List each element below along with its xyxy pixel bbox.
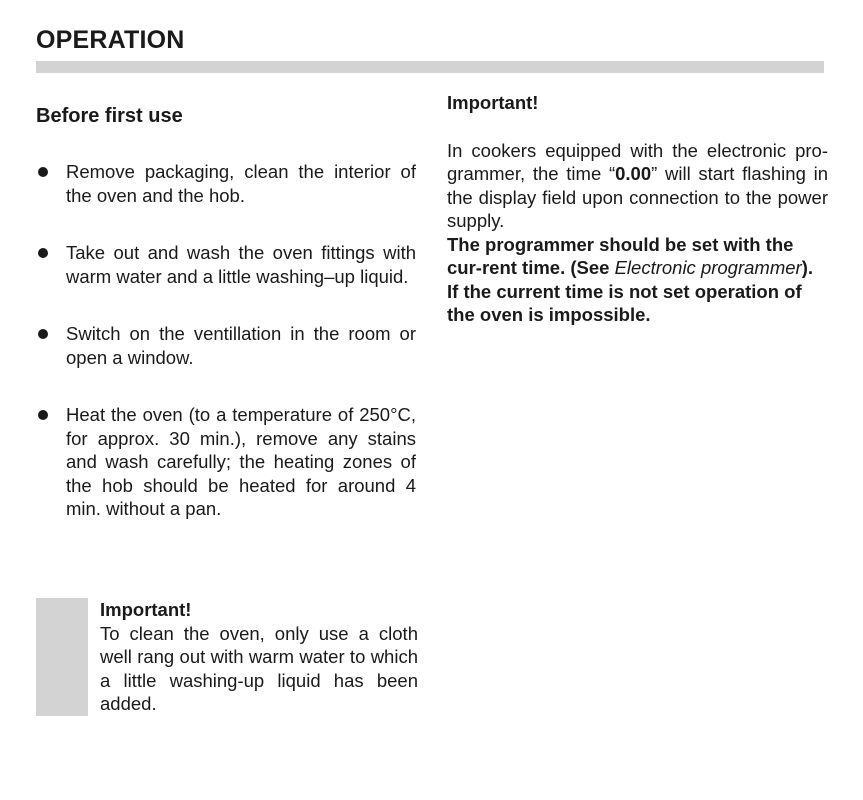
note-text: To clean the oven, only use a cloth well rang out with warm water to which a little washing-up liquid has been added. (100, 622, 418, 714)
warning-paragraph (447, 233, 828, 327)
list-item: Switch on the ventillation in the room or open a window. (36, 322, 416, 369)
right-heading: Important! (447, 92, 539, 113)
paragraph-text-start: In cookers equipped with the electronic pro-grammer, the time “ (447, 139, 828, 184)
reference-link-text: Electronic programmer (614, 257, 802, 278)
instruction-list (36, 160, 416, 555)
right-column (447, 91, 828, 327)
time-value: 0.00 (615, 163, 652, 184)
title-rule (36, 61, 824, 73)
important-note-box (36, 598, 420, 716)
paragraph-text-end: ” will start flashing in the display field upon connection to the power supply. (447, 163, 828, 231)
warning-text-end: ). If the current time is not set operation of the oven is impossible. (447, 257, 814, 325)
page-title: OPERATION (36, 26, 185, 54)
note-title: Important! (100, 599, 192, 620)
programmer-paragraph (447, 139, 828, 233)
list-item: Remove packaging, clean the interior of the oven and the hob. (36, 160, 416, 207)
note-content (100, 598, 418, 716)
list-item: Take out and wash the oven fittings with warm water and a little washing–up liquid. (36, 241, 416, 288)
warning-text-start: The programmer should be set with the cur-rent time. (See (447, 233, 794, 278)
section-heading: Before first use (36, 105, 183, 127)
list-item: Heat the oven (to a temperature of 250°C, for approx. 30 min.), remove any stains and wash carefully; the heating zones of the hob should be heated for around 4 min. without a pan. (36, 403, 416, 521)
note-side-bar (36, 598, 88, 716)
